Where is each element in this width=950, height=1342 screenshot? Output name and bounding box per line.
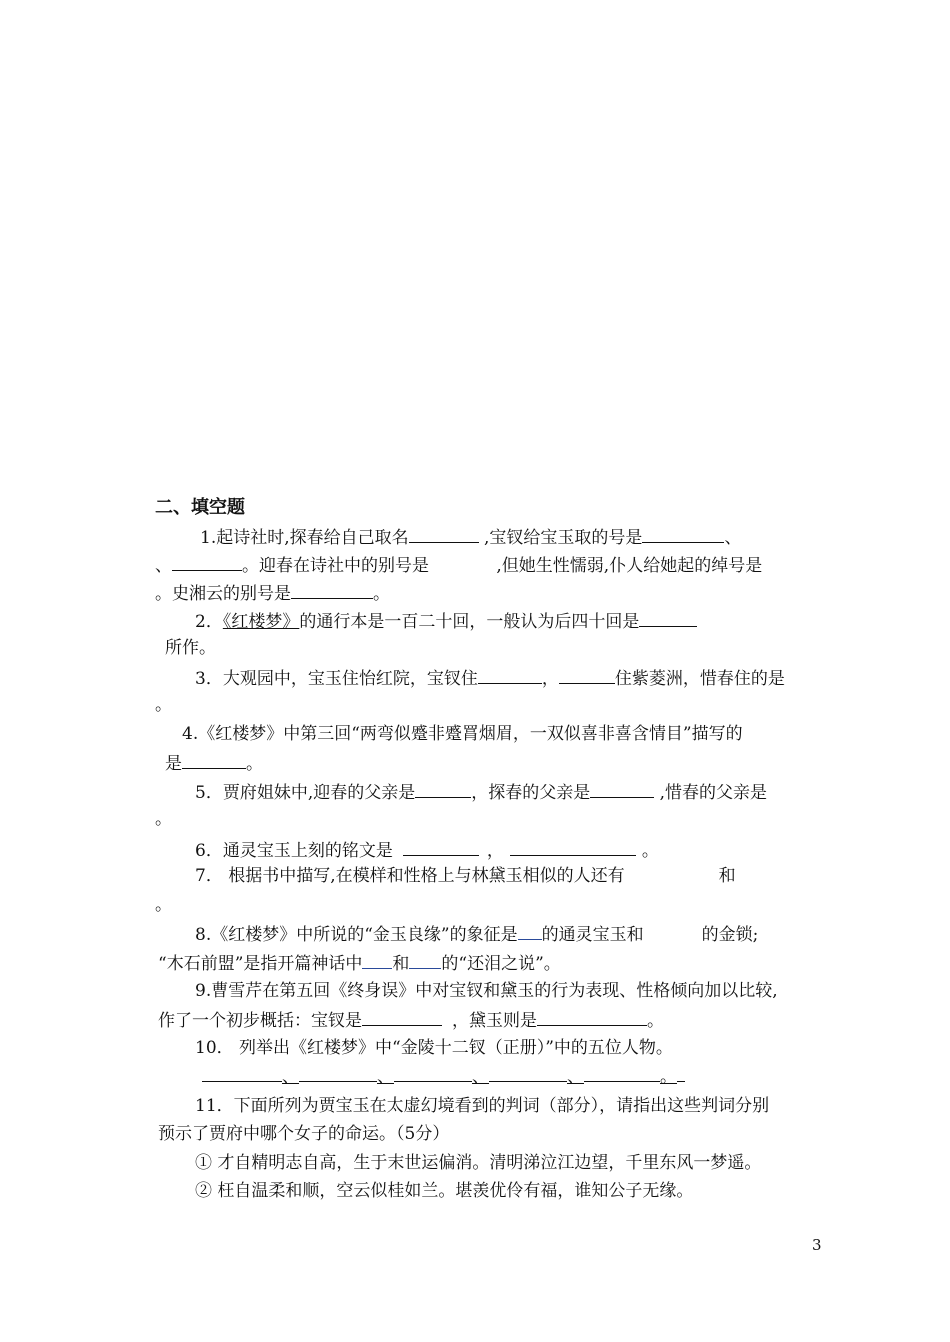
verse-2: ② 枉自温柔和顺，空云似桂如兰。堪羡优伶有福，谁知公子无缘。: [195, 1181, 694, 1201]
question-10: 10． 列举出《红楼梦》中“金陵十二钗（正册）”中的五位人物。: [195, 1038, 673, 1058]
question-4-line-1: 4.《红楼梦》中第三回“两弯似蹙非蹙罥烟眉，一双似喜非喜含情目”描写的: [182, 724, 743, 744]
page-number: 3: [812, 1236, 822, 1254]
question-1-line-3: 。史湘云的别号是 。: [155, 581, 390, 605]
question-5-line-2: 。: [155, 809, 172, 829]
blank: [202, 1064, 282, 1082]
blank: [415, 780, 471, 798]
blank: [559, 666, 615, 684]
question-2-line-1: 2．《红楼梦》的通行本是一百二十回，一般认为后四十回是: [195, 609, 697, 633]
blank: [489, 1064, 567, 1082]
question-1-line-1: 1.起诗社时,探春给自己取名 ,宝钗给宝玉取的号是 、: [200, 525, 741, 549]
blank-separator: 、: [472, 1067, 489, 1087]
question-8-line-1: 8.《红楼梦》中所说的“金玉良缘”的象征是 的通灵宝玉和 的金锁;: [195, 922, 758, 946]
blank: [478, 666, 542, 684]
blank: [409, 525, 479, 543]
blank: [172, 553, 242, 571]
question-4-line-2: 是 。: [165, 751, 263, 775]
question-9-line-2: 作了一个初步概括：宝钗是 ，黛玉则是 。: [158, 1008, 664, 1032]
blank: [409, 951, 441, 969]
question-8-line-2: “木石前盟”是指开篇神话中 和 的“还泪之说”。: [158, 951, 561, 975]
question-11-line-1: 11．下面所列为贾宝玉在太虚幻境看到的判词（部分），请指出这些判词分别: [195, 1096, 770, 1116]
blank: [182, 751, 246, 769]
blank-separator: 、: [377, 1067, 394, 1087]
blank: [362, 951, 392, 969]
blank: [537, 1008, 647, 1026]
blank: [639, 609, 697, 627]
blank-separator: 、: [282, 1067, 299, 1087]
question-10-blanks: [202, 1064, 685, 1088]
question-2-line-2: 所作。: [165, 638, 216, 658]
question-9-line-1: 9.曹雪芹在第五回《终身误》中对宝钗和黛玉的行为表现、性格倾向加以比较,: [195, 981, 778, 1001]
blank: [394, 1064, 472, 1082]
blank: [299, 1064, 377, 1082]
question-5-line-1: 5．贾府姐妹中,迎春的父亲是 ，探春的父亲是 ,惜春的父亲是: [195, 780, 767, 804]
blank-end: 。: [660, 1067, 677, 1087]
blank: [362, 1008, 442, 1026]
question-7-line-1: 7． 根据书中描写,在模样和性格上与林黛玉相似的人还有 和: [195, 866, 736, 886]
question-7-line-2: 。: [155, 895, 172, 915]
section-title: 二、填空题: [155, 497, 245, 518]
verse-1: ① 才自精明志自高，生于末世运偏消。清明涕泣江边望，千里东风一梦遥。: [195, 1153, 762, 1173]
blank: [291, 581, 373, 599]
blank: [590, 780, 654, 798]
question-3-line-1: 3．大观园中，宝玉住怡红院，宝钗住 ， 住紫菱洲，惜春住的是: [195, 666, 785, 690]
blank: [510, 838, 636, 856]
question-3-line-2: 。: [155, 695, 172, 715]
blank-separator: 、: [567, 1067, 584, 1087]
blank: [584, 1064, 660, 1082]
blank: [403, 838, 479, 856]
blank: [518, 922, 542, 940]
blank: [642, 525, 724, 543]
question-1-line-2: 、 。迎春在诗社中的别号是 ,但她生性懦弱,仆人给她起的绰号是: [155, 553, 762, 577]
question-6: 6．通灵宝玉上刻的铭文是 ， 。: [195, 838, 659, 862]
question-11-line-2: 预示了贾府中哪个女子的命运。（5分）: [158, 1124, 450, 1144]
